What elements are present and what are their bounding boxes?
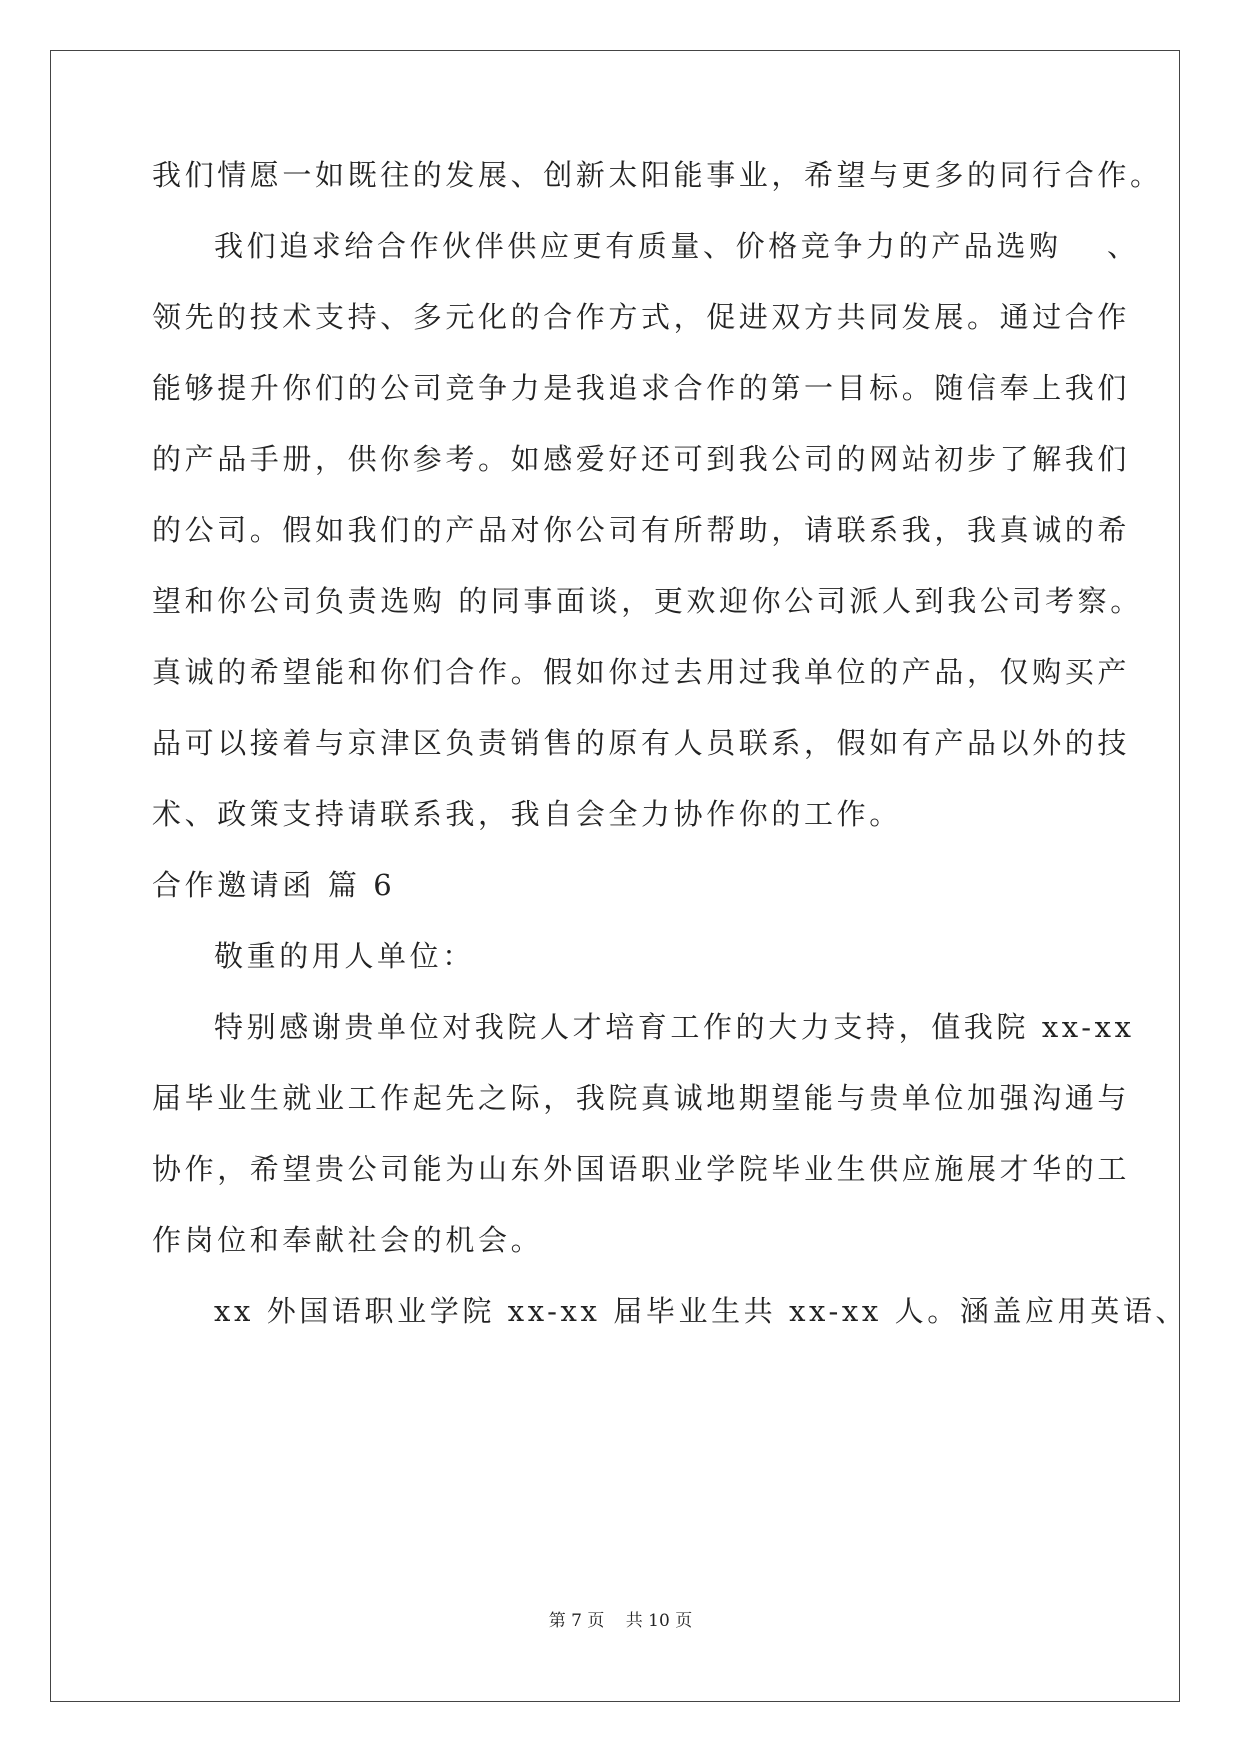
salutation: 敬重的用人单位： [214,939,475,973]
page-total: 共 10 页 [625,1611,693,1631]
paragraph-line: 届毕业生就业工作起先之际，我院真诚地期望能与贵单位加强沟通与 [152,1081,1131,1115]
paragraph-line: 领先的技术支持、多元化的合作方式，促进双方共同发展。通过合作 [152,300,1131,334]
section-heading: 合作邀请函 篇 6 [152,868,396,902]
paragraph-line: 的产品手册，供你参考。如感爱好还可到我公司的网站初步了解我们 [152,442,1131,476]
paragraph-line: xx 外国语职业学院 xx-xx 届毕业生共 xx-xx 人。涵盖应用英语、 [214,1294,1189,1328]
paragraph-line: 真诚的希望能和你们合作。假如你过去用过我单位的产品，仅购买产 [152,655,1131,689]
paragraph-line: 我们情愿一如既往的发展、创新太阳能事业，希望与更多的同行合作。 [152,158,1163,192]
paragraph-line: 我们追求给合作伙伴供应更有质量、价格竞争力的产品选购 、 [214,229,1140,263]
paragraph-line: 作岗位和奉献社会的机会。 [152,1223,544,1257]
paragraph-line: 的公司。假如我们的产品对你公司有所帮助，请联系我，我真诚的希 [152,513,1131,547]
paragraph-line: 能够提升你们的公司竞争力是我追求合作的第一目标。随信奉上我们 [152,371,1131,405]
paragraph-line: 品可以接着与京津区负责销售的原有人员联系，假如有产品以外的技 [152,726,1131,760]
paragraph-line: 协作，希望贵公司能为山东外国语职业学院毕业生供应施展才华的工 [152,1152,1131,1186]
page-footer [0,1606,1241,1631]
paragraph-line: 特别感谢贵单位对我院人才培育工作的大力支持，值我院 xx-xx [214,1010,1135,1044]
paragraph-line: 术、政策支持请联系我，我自会全力协作你的工作。 [152,797,902,831]
paragraph-line: 望和你公司负责选购 的同事面谈，更欢迎你公司派人到我公司考察。 [152,584,1143,618]
page-number: 第 7 页 [548,1611,605,1631]
